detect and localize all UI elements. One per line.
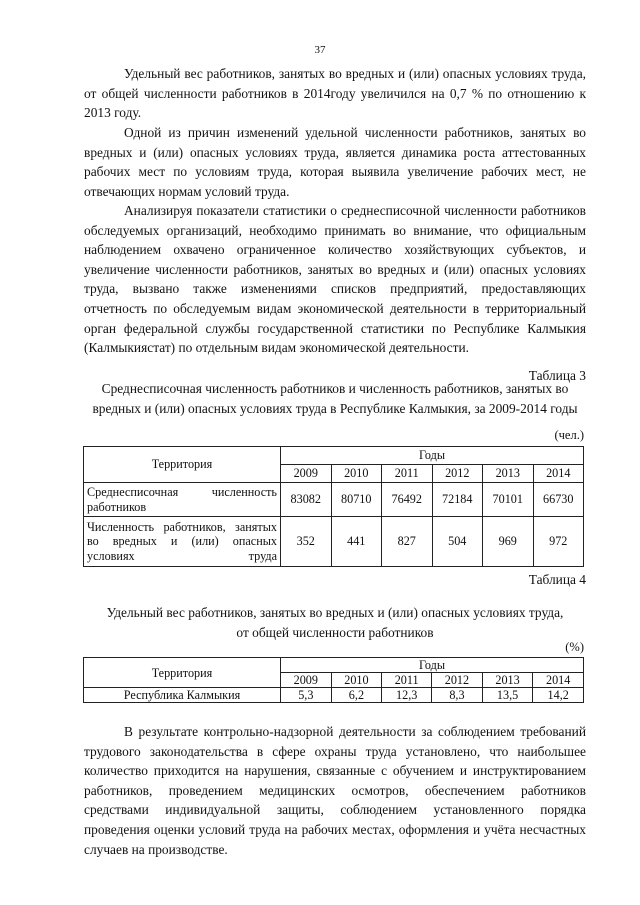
table3-unit: (чел.)	[554, 428, 584, 442]
table3	[83, 446, 584, 567]
paragraph-2: Одной из причин изменений удельной численности работников, занятых во вредных и (или) опасных условиях труда, является динамика роста аттестованных рабочих мест по условиям труда, которая выявила увеличение рабочих мест, не отвечающих нормам условий труда.	[84, 125, 586, 199]
table4-header-territory: Территория	[84, 658, 281, 688]
table-cell: 969	[483, 517, 534, 567]
table-cell: 827	[382, 517, 433, 567]
table-cell: 5,3	[281, 688, 332, 703]
table4-year: 2012	[432, 673, 483, 688]
table-cell: 83082	[281, 483, 332, 517]
table4-title: Удельный вес работников, занятых во вредных и (или) опасных условиях труда, от общей численности работников	[106, 605, 564, 640]
row-label: Республика Калмыкия	[84, 688, 281, 703]
row-label: Среднесписочная численность работников	[84, 483, 281, 517]
table3-title: Среднесписочная численность работников и численность работников, занятых во вредных и (или) опасных условиях труда в Республике Калмыкия, за 2009-2014 годы	[92, 381, 578, 416]
table-row	[84, 688, 584, 703]
table3-label: Таблица 3	[528, 368, 586, 383]
table3-year: 2012	[432, 465, 483, 483]
table-cell: 12,3	[382, 688, 432, 703]
table-cell: 14,2	[533, 688, 584, 703]
row-label: Численность работников, занятых во вредных и (или) опасных условиях труда	[84, 517, 281, 567]
table4-year: 2011	[382, 673, 432, 688]
table-cell: 76492	[382, 483, 433, 517]
table-cell: 70101	[483, 483, 534, 517]
table-row	[84, 483, 584, 517]
table-cell: 972	[533, 517, 584, 567]
table-cell: 8,3	[432, 688, 483, 703]
table4-year: 2014	[533, 673, 584, 688]
table-cell: 504	[432, 517, 483, 567]
table3-year: 2013	[483, 465, 534, 483]
table-cell: 6,2	[331, 688, 382, 703]
table4	[83, 657, 584, 703]
table-cell: 80710	[331, 483, 382, 517]
table-cell: 13,5	[482, 688, 533, 703]
page-number: 37	[314, 44, 326, 56]
table3-header-territory: Территория	[84, 447, 281, 483]
table4-header-years: Годы	[281, 658, 584, 673]
table-cell: 72184	[432, 483, 483, 517]
table4-unit: (%)	[565, 640, 584, 654]
table4-year: 2010	[331, 673, 382, 688]
table-cell: 352	[281, 517, 332, 567]
table3-year: 2009	[281, 465, 332, 483]
paragraph-3: Анализируя показатели статистики о среднесписочной численности работников обследуемых организаций, необходимо принимать во внимание, что официальным наблюдением охвачено ограниченное количество хозяйствующих субъектов, и увеличение численности работников, занятых во вредных и (или) опасных условиях труда, вызвано также изменениями списков предприятий, предоставляющих отчетность по обследуемым видам экономической деятельности в территориальный орган федеральной службы государственной статистики по Республике Калмыкия (Калмыкиястат) по отдельным видам экономической деятельности.	[84, 203, 586, 356]
table3-year: 2011	[382, 465, 433, 483]
table-row	[84, 517, 584, 567]
table3-year: 2014	[533, 465, 584, 483]
closing-paragraph: В результате контрольно-надзорной деятельности за соблюдением требований трудового законодательства в сфере охраны труда установлено, что наибольшее количество приходится на нарушения, связанные с обучением и инструктированием работников, проведением медицинских осмотров, обеспечением работников средствами индивидуальной защиты, соблюдением установленного порядка проведения оценки условий труда на рабочих местах, оформления и учёта несчастных случаев на производстве.	[84, 724, 586, 857]
table3-year: 2010	[331, 465, 382, 483]
table4-year: 2009	[281, 673, 332, 688]
table-cell: 66730	[533, 483, 584, 517]
table3-header-years: Годы	[281, 447, 584, 465]
table-cell: 441	[331, 517, 382, 567]
paragraph-1: Удельный вес работников, занятых во вредных и (или) опасных условиях труда, от общей численности работников в 2014году увеличился на 0,7 % по отношению к 2013 году.	[84, 66, 586, 121]
table4-year: 2013	[482, 673, 533, 688]
table4-label: Таблица 4	[528, 572, 586, 587]
